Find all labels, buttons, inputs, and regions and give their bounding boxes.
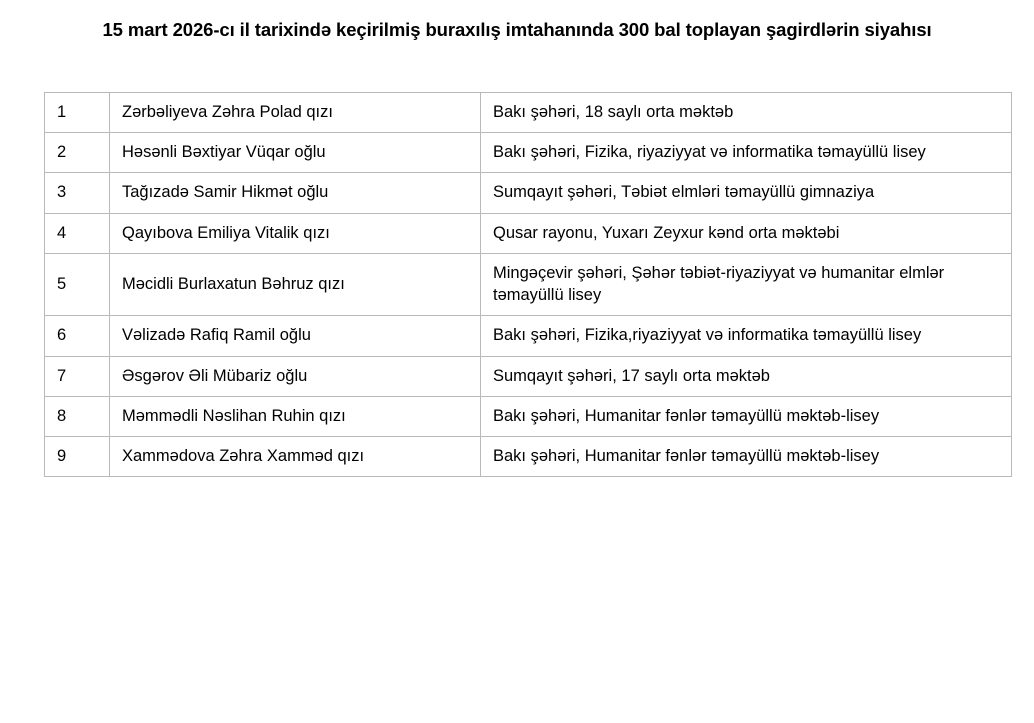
row-number: 9 (45, 437, 110, 477)
student-name: Həsənli Bəxtiyar Vüqar oğlu (110, 133, 481, 173)
students-table (44, 92, 1012, 478)
students-table-body (45, 92, 1012, 477)
school-name: Sumqayıt şəhəri, Təbiət elmləri təmayüllü gimnaziya (481, 173, 1012, 213)
table-row (45, 92, 1012, 132)
row-number: 4 (45, 213, 110, 253)
table-row (45, 213, 1012, 253)
school-name: Bakı şəhəri, 18 saylı orta məktəb (481, 92, 1012, 132)
student-name: Xammədova Zəhra Xamməd qızı (110, 437, 481, 477)
school-name: Bakı şəhəri, Humanitar fənlər təmayüllü məktəb-lisey (481, 396, 1012, 436)
student-name: Zərbəliyeva Zəhra Polad qızı (110, 92, 481, 132)
row-number: 6 (45, 316, 110, 356)
school-name: Qusar rayonu, Yuxarı Zeyxur kənd orta məktəbi (481, 213, 1012, 253)
row-number: 7 (45, 356, 110, 396)
table-row (45, 173, 1012, 213)
school-name: Sumqayıt şəhəri, 17 saylı orta məktəb (481, 356, 1012, 396)
student-name: Vəlizadə Rafiq Ramil oğlu (110, 316, 481, 356)
row-number: 2 (45, 133, 110, 173)
school-name: Bakı şəhəri, Fizika, riyaziyyat və informatika təmayüllü lisey (481, 133, 1012, 173)
student-name: Məcidli Burlaxatun Bəhruz qızı (110, 253, 481, 316)
row-number: 5 (45, 253, 110, 316)
row-number: 3 (45, 173, 110, 213)
student-name: Tağızadə Samir Hikmət oğlu (110, 173, 481, 213)
page-title: 15 mart 2026-cı il tarixində keçirilmiş buraxılış imtahanında 300 bal toplayan şagirdlərin siyahısı (102, 19, 932, 40)
students-table-container (0, 44, 1034, 478)
table-row (45, 356, 1012, 396)
school-name: Bakı şəhəri, Humanitar fənlər təmayüllü məktəb-lisey (481, 437, 1012, 477)
school-name: Bakı şəhəri, Fizika,riyaziyyat və informatika təmayüllü lisey (481, 316, 1012, 356)
table-row (45, 253, 1012, 316)
student-name: Qayıbova Emiliya Vitalik qızı (110, 213, 481, 253)
student-name: Əsgərov Əli Mübariz oğlu (110, 356, 481, 396)
table-row (45, 437, 1012, 477)
table-row (45, 396, 1012, 436)
table-row (45, 316, 1012, 356)
table-row (45, 133, 1012, 173)
student-name: Məmmədli Nəslihan Ruhin qızı (110, 396, 481, 436)
row-number: 8 (45, 396, 110, 436)
school-name: Mingəçevir şəhəri, Şəhər təbiət-riyaziyyat və humanitar elmlər təmayüllü lisey (481, 253, 1012, 316)
row-number: 1 (45, 92, 110, 132)
